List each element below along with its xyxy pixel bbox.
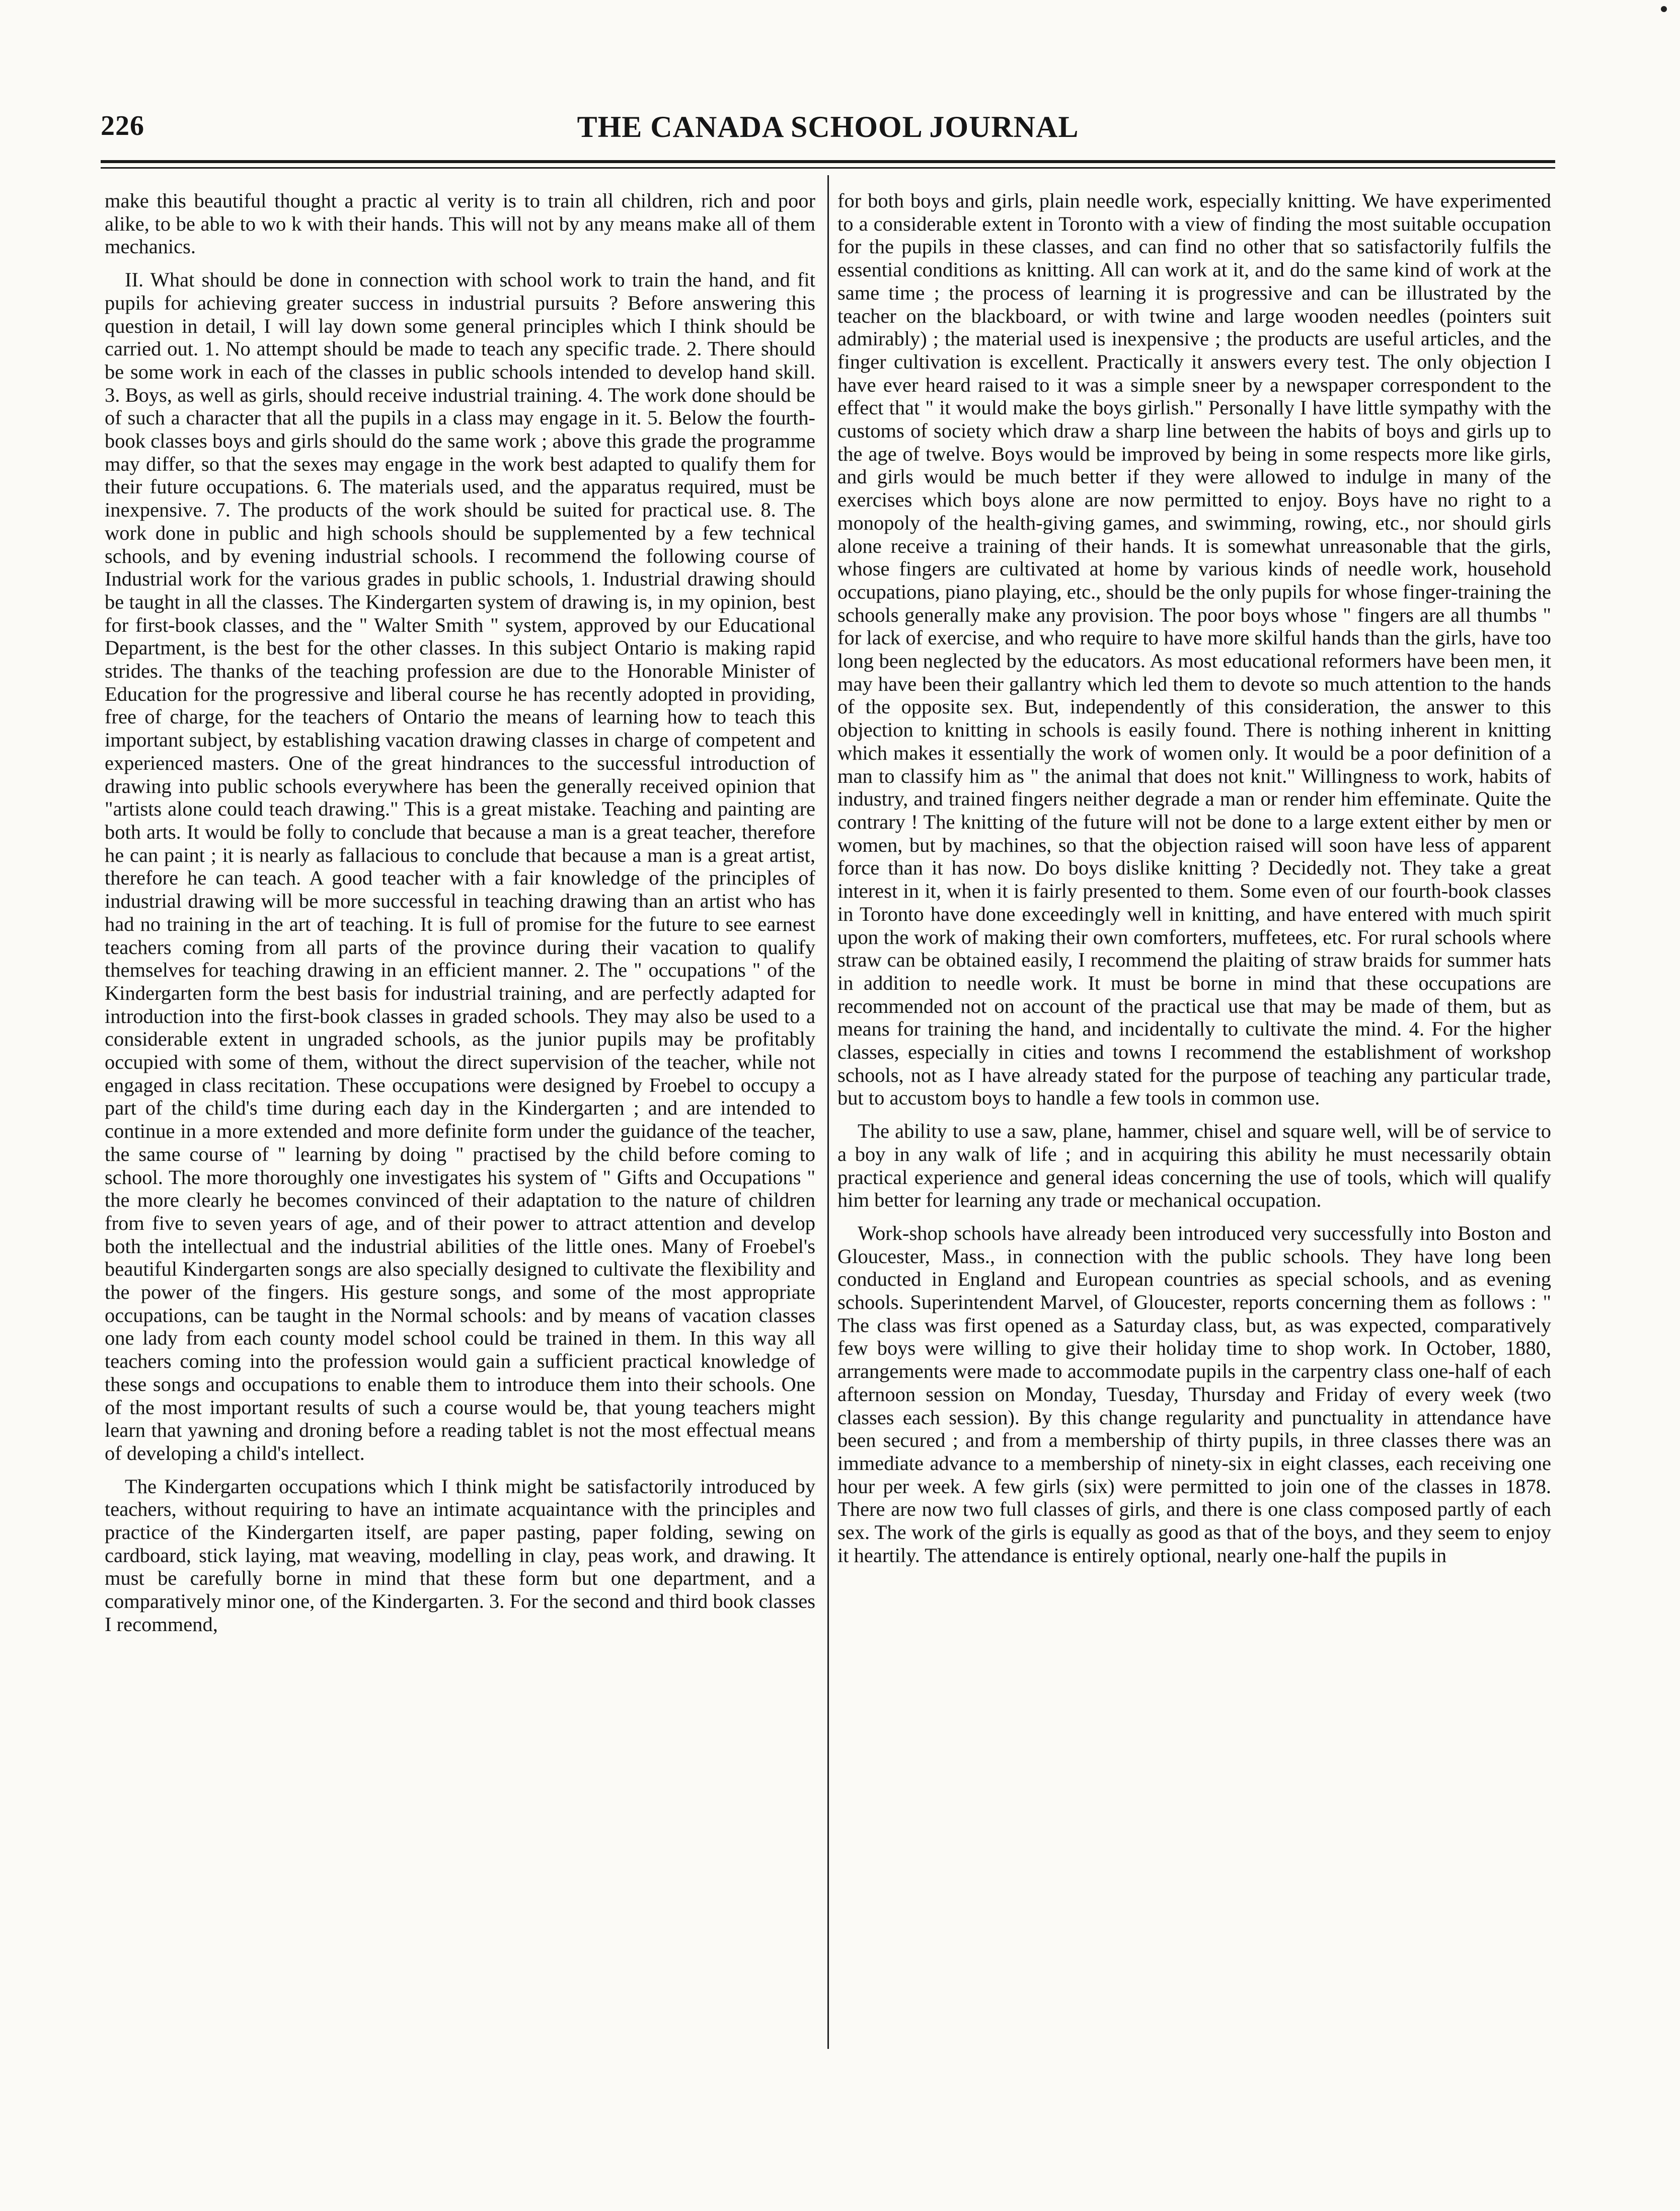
page-header [101, 105, 1555, 151]
header-rule-thin [101, 167, 1555, 169]
right-paragraph-3: Work-shop schools have already been introduced very successfully into Boston and Gloucester, Mass., in connection with the public schools. They have long been conducted in England and European countries as special schools, and as evening schools. Superintendent Marvel, of Gloucester, reports concerning them as follows : " The class was first opened as a Saturday class, but, as was expected, comparatively few boys were willing to give their holiday time to shop work. In October, 1880, arrangements were made to accommodate pupils in the carpentry class one-half of each afternoon session on Monday, Tuesday, Thursday and Friday of every week (two classes each session). By this change regularity and punctuality in attendance have been secured ; and from a membership of thirty pupils, in three classes there was an immediate advance to a membership of ninety-six in eight classes, each receiving one hour per week. A few girls (six) were permitted to join one of the classes in 1878. There are now two full classes of girls, and there is one class composed partly of each sex. The work of the girls is equally as good as that of the boys, and they seem to enjoy it heartily. The attendance is entirely optional, nearly one-half the pupils in [837, 1221, 1551, 1567]
left-paragraph-3: The Kindergarten occupations which I think might be satisfactorily introduced by teachers, without requiring to have an intimate acquaintance with the principles and practice of the Kindergarten itself, are paper pasting, paper folding, sewing on cardboard, stick laying, mat weaving, modelling in clay, peas work, and drawing. It must be carefully borne in mind that these form but one department, and a comparatively minor one, of the Kindergarten. 3. For the second and third book classes I recommend, [105, 1475, 815, 1636]
right-column [837, 189, 1551, 2052]
page-number: 226 [101, 110, 144, 141]
column-divider [827, 175, 829, 2049]
left-paragraph-1: make this beautiful thought a practic al verity is to train all children, rich and poor alike, to be able to wo k with their hands. This will not by any means make all of them mechanics. [105, 189, 815, 258]
journal-title: THE CANADA SCHOOL JOURNAL [577, 110, 1079, 143]
left-column [105, 189, 815, 2052]
right-paragraph-1: for both boys and girls, plain needle work, especially knitting. We have experimented to a considerable extent in Toronto with a view of finding the most suitable occupation for the pupils in these classes, and can find no other that so satisfactorily fulfils the essential conditions as knitting. All can work at it, and do the same kind of work at the same time ; the process of learning it is progressive and can be illustrated by the teacher on the blackboard, or with twine and large wooden needles (pointers suit admirably) ; the material used is inexpensive ; the products are useful articles, and the finger cultivation is excellent. Practically it answers every test. The only objection I have ever heard raised to it was a simple sneer by a newspaper correspondent to the effect that " it would make the boys girlish." Personally I have little sympathy with the customs of society which draw a sharp line between the habits of boys and girls up to the age of twelve. Boys would be improved by being in some respects more like girls, and girls would be much better if they were allowed to indulge in many of the exercises which boys alone are now permitted to enjoy. Boys have no right to a monopoly of the health-giving games, and swimming, rowing, etc., nor should girls alone receive a training of their hands. It is somewhat unreasonable that the girls, whose fingers are cultivated at home by various kinds of needle work, household occupations, piano playing, etc., should be the only pupils for whose finger-training the schools generally make any provision. The poor boys whose " fingers are all thumbs " for lack of exercise, and who require to have more skilful hands than the girls, have too long been neglected by the educators. As most educational reformers have been men, it may have been their gallantry which led them to devote so much attention to the hands of the opposite sex. But, independently of this consideration, the answer to this objection to knitting in schools is easily found. There is nothing inherent in knitting which makes it essentially the work of women only. It would be a poor definition of a man to classify him as " the animal that does not knit." Willingness to work, habits of industry, and trained fingers neither degrade a man or render him effeminate. Quite the contrary ! The knitting of the future will not be done to a large extent either by men or women, but by machines, so that the objection raised will soon have less of apparent force than it has now. Do boys dislike knitting ? Decidedly not. They take a great interest in it, when it is fairly presented to them. Some even of our fourth-book classes in Toronto have done exceedingly well in knitting, and have entered with much spirit upon the work of making their own comforters, muffetees, etc. For rural schools where straw can be obtained easily, I recommend the plaiting of straw braids for summer hats in addition to needle work. It must be borne in mind that these occupations are recommended not on account of the practical use that may be made of them, but as means for training the hand, and incidentally to cultivate the mind. 4. For the higher classes, especially in cities and towns I recommend the establishment of workshop schools, not as I have already stated for the purpose of teaching any particular trade, but to accustom boys to handle a few tools in common use. [837, 189, 1551, 1110]
header-rule-thick [101, 160, 1555, 163]
left-paragraph-2: II. What should be done in connection with school work to train the hand, and fit pupils for achieving greater success in industrial pursuits ? Before answering this question in detail, I will lay down some general principles which I think should be carried out. 1. No attempt should be made to teach any specific trade. 2. There should be some work in each of the classes in public schools intended to develop hand skill. 3. Boys, as well as girls, should receive industrial training. 4. The work done should be of such a character that all the pupils in a class may engage in it. 5. Below the fourth-book classes boys and girls should do the same work ; above this grade the programme may differ, so that the sexes may engage in the work best adapted to qualify them for their future occupations. 6. The materials used, and the apparatus required, must be inexpensive. 7. The products of the work should be suited for practical use. 8. The work done in public and high schools should be supplemented by a few technical schools, and by evening industrial schools. I recommend the following course of Industrial work for the various grades in public schools, 1. Industrial drawing should be taught in all the classes. The Kindergarten system of drawing is, in my opinion, best for first-book classes, and the " Walter Smith " system, approved by our Educational Department, is the best for the other classes. In this subject Ontario is making rapid strides. The thanks of the teaching profession are due to the Honorable Minister of Education for the progressive and liberal course he has recently adopted in providing, free of charge, for the teachers of Ontario the means of learning how to teach this important subject, by establishing vacation drawing classes in charge of competent and experienced masters. One of the great hindrances to the successful introduction of drawing into public schools everywhere has been the generally received opinion that "artists alone could teach drawing." This is a great mistake. Teaching and painting are both arts. It would be folly to conclude that because a man is a great teacher, therefore he can paint ; it is nearly as fallacious to conclude that because a man is a great artist, therefore he can teach. A good teacher with a fair knowledge of the principles of industrial drawing will be more successful in teaching drawing than an artist who has had no training in the art of teaching. It is full of promise for the future to see earnest teachers coming from all parts of the province during their vacation to qualify themselves for teaching drawing in an efficient manner. 2. The " occupations " of the Kindergarten form the best basis for industrial training, and are perfectly adapted for introduction into the first-book classes in graded schools. They may also be used to a considerable extent in ungraded schools, as the junior pupils may be profitably occupied with some of them, without the direct supervision of the teacher, while not engaged in class recitation. These occupations were designed by Froebel to occupy a part of the child's time during each day in the Kindergarten ; and are intended to continue in a more extended and more definite form under the guidance of the teacher, the same course of " learning by doing " practised by the child before coming to school. The more thoroughly one investigates his system of " Gifts and Occupations " the more clearly he becomes convinced of their adaptation to the nature of children from five to seven years of age, and of their power to attract attention and develop both the intellectual and the industrial abilities of the little ones. Many of Froebel's beautiful Kindergarten songs are also specially designed to cultivate the flexibility and the power of the fingers. His gesture songs, and some of the most appropriate occupations, can be taught in the Normal schools: and by means of vacation classes one lady from each county model school could be trained in them. In this way all teachers coming into the profession would gain a sufficient practical knowledge of these songs and occupations to enable them to introduce them into their schools. One of the most important results of such a course would be, that young teachers might learn that yawning and droning before a reading tablet is not the most effectual means of developing a child's intellect. [105, 268, 815, 1464]
corner-ink-dot [1661, 6, 1667, 12]
right-paragraph-2: The ability to use a saw, plane, hammer, chisel and square well, will be of service to a boy in any walk of life ; and in acquiring this ability he must necessarily obtain practical experience and general ideas concerning the use of tools, which will qualify him better for learning any trade or mechanical occupation. [837, 1120, 1551, 1212]
